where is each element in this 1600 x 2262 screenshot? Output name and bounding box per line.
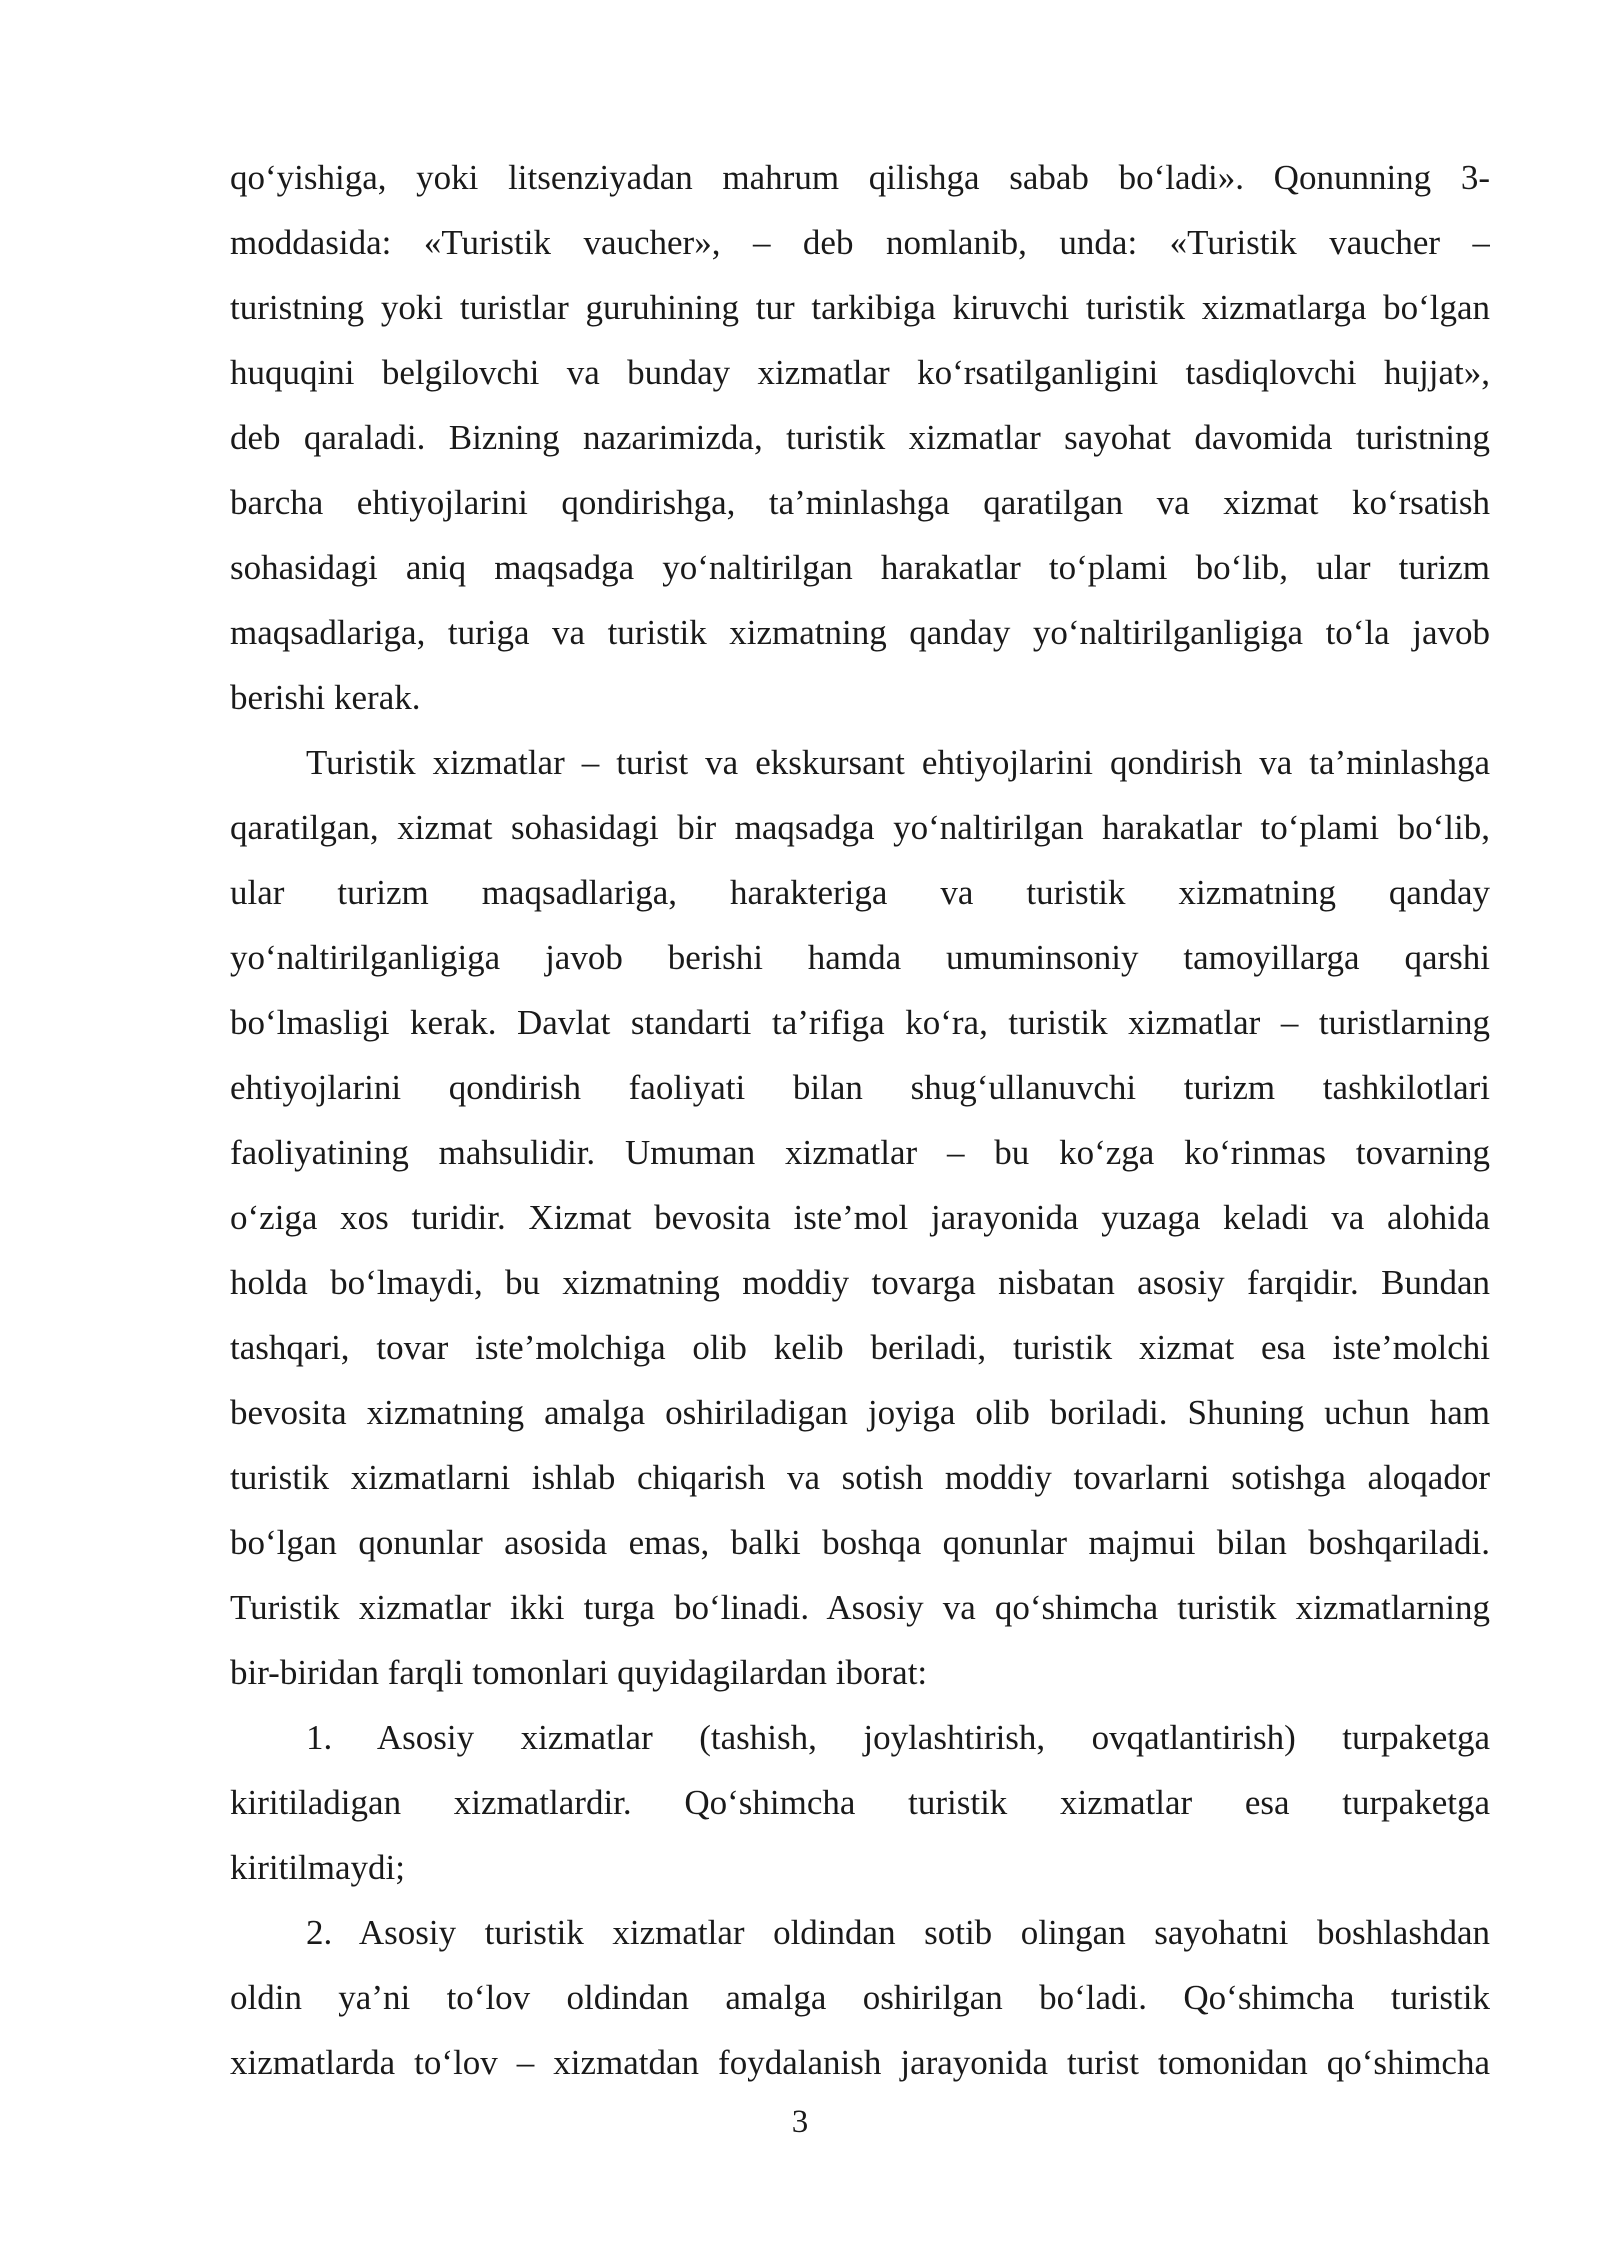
text-line: huquqini belgilovchi va bunday xizmatlar ko‘rsatilganligini tasdiqlovchi hujjat», [230,353,1490,392]
list-item-line: xizmatlarda to‘lov – xizmatdan foydalanish jarayonida turist tomonidan qo‘shimcha [230,2043,1490,2082]
text-line: moddasida: «Turistik vaucher», – deb nomlanib, unda: «Turistik vaucher – [230,223,1490,262]
text-line: bo‘lgan qonunlar asosida emas, balki boshqa qonunlar majmui bilan boshqariladi. [230,1523,1490,1562]
page-number: 3 [791,2104,809,2140]
text-line: deb qaraladi. Bizning nazarimizda, turistik xizmatlar sayohat davomida turistning [230,418,1490,457]
text-line: faoliyatining mahsulidir. Umuman xizmatlar – bu ko‘zga ko‘rinmas tovarning [230,1133,1490,1172]
text-line: sohasidagi aniq maqsadga yo‘naltirilgan harakatlar to‘plami bo‘lib, ular turizm [230,548,1490,587]
text-line: Turistik xizmatlar ikki turga bo‘linadi. Asosiy va qo‘shimcha turistik xizmatlarning [230,1588,1490,1627]
text-line: ular turizm maqsadlariga, harakteriga va turistik xizmatning qanday [230,873,1490,912]
text-line: holda bo‘lmaydi, bu xizmatning moddiy tovarga nisbatan asosiy farqidir. Bundan [230,1263,1490,1302]
text-line: qo‘yishiga, yoki litsenziyadan mahrum qilishga sabab bo‘ladi». Qonunning 3- [230,158,1490,197]
text-line: o‘ziga xos turidir. Xizmat bevosita iste’mol jarayonida yuzaga keladi va alohida [230,1198,1490,1237]
text-line: bir-biridan farqli tomonlari quyidagilardan iborat: [230,1653,928,1692]
document-body [230,150,1490,2100]
text-line: turistning yoki turistlar guruhining tur tarkibiga kiruvchi turistik xizmatlarga bo‘lgan [230,288,1490,327]
list-item-line: 2. Asosiy turistik xizmatlar oldindan sotib olingan sayohatni boshlashdan [306,1913,1490,1952]
list-item-line: kiritilmaydi; [230,1848,405,1887]
text-line: turistik xizmatlarni ishlab chiqarish va sotish moddiy tovarlarni sotishga aloqador [230,1458,1490,1497]
text-line: bo‘lmasligi kerak. Davlat standarti ta’rifiga ko‘ra, turistik xizmatlar – turistlarning [230,1003,1490,1042]
list-item-line: 1. Asosiy xizmatlar (tashish, joylashtirish, ovqatlantirish) turpaketga [306,1718,1490,1757]
text-line: berishi kerak. [230,678,421,717]
text-line: tashqari, tovar iste’molchiga olib kelib beriladi, turistik xizmat esa iste’molchi [230,1328,1490,1367]
text-line: barcha ehtiyojlarini qondirishga, ta’minlashga qaratilgan va xizmat ko‘rsatish [230,483,1490,522]
list-item-line: kiritiladigan xizmatlardir. Qo‘shimcha turistik xizmatlar esa turpaketga [230,1783,1490,1822]
list-item-line: oldin ya’ni to‘lov oldindan amalga oshirilgan bo‘ladi. Qo‘shimcha turistik [230,1978,1490,2017]
text-line: bevosita xizmatning amalga oshiriladigan joyiga olib boriladi. Shuning uchun ham [230,1393,1490,1432]
text-line: Turistik xizmatlar – turist va ekskursant ehtiyojlarini qondirish va ta’minlashga [306,743,1490,782]
text-line: yo‘naltirilganligiga javob berishi hamda umuminsoniy tamoyillarga qarshi [230,938,1490,977]
text-line: qaratilgan, xizmat sohasidagi bir maqsadga yo‘naltirilgan harakatlar to‘plami bo‘lib, [230,808,1490,847]
text-line: ehtiyojlarini qondirish faoliyati bilan shug‘ullanuvchi turizm tashkilotlari [230,1068,1490,1107]
text-line: maqsadlariga, turiga va turistik xizmatning qanday yo‘naltirilganligiga to‘la javob [230,613,1490,652]
